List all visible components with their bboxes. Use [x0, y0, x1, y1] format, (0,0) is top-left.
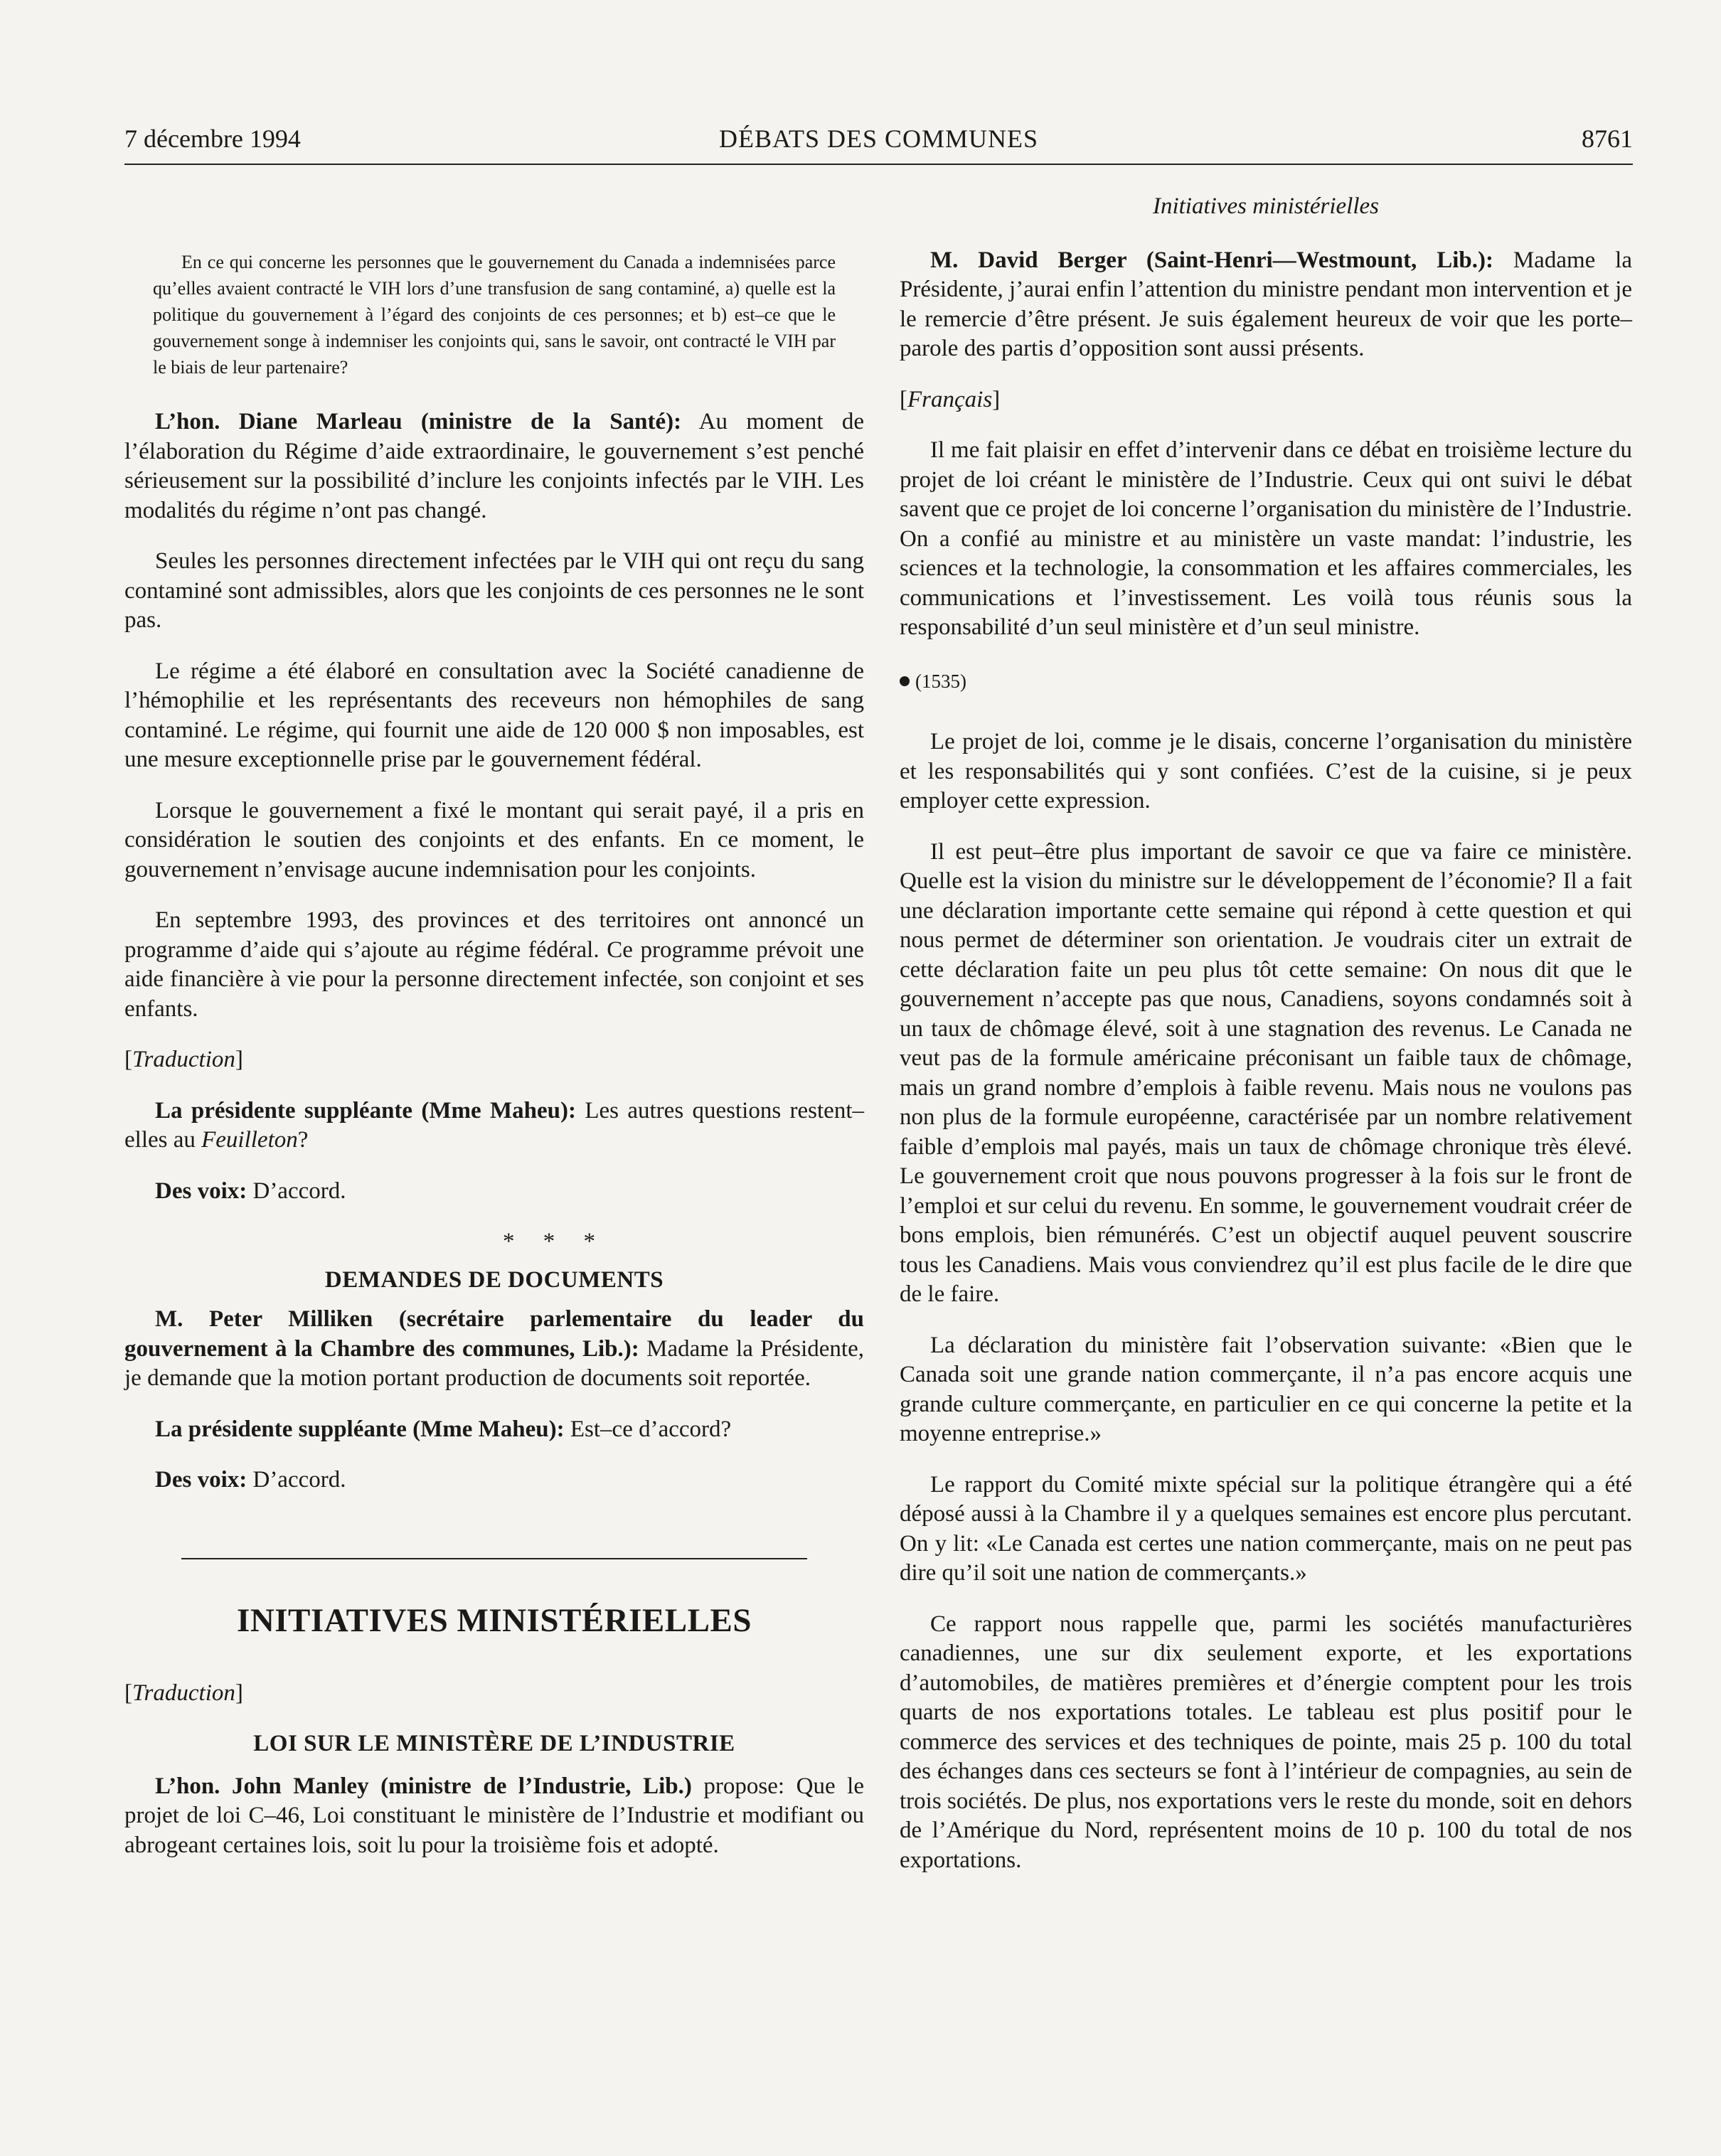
speech-text: Les autres questions restent–elles au [124, 1097, 864, 1153]
speech-text: Madame la Présidente, j’aurai enfin l’attention du ministre pendant mon intervention et je le remercie d’être présent. Je suis également heureux de voir que les porte–parole des partis d’opposition sont aussi présents. [900, 247, 1632, 361]
paragraph-maheu [124, 1096, 864, 1156]
speaker-name: Des voix: [155, 1178, 247, 1204]
translation-label: Traduction [132, 1680, 235, 1706]
written-question: En ce qui concerne les personnes que le gouvernement du Canada a indemnisées parce qu’elles avaient contracté le VIH lors d’une transfusion de sang contaminé, a) quelle est la politique du gouvernement à l’égard des conjoints de ces personnes; et b) est–ce que le gouvernement songe à indemniser les conjoints qui, sans le savoir, ont contracté le VIH par le biais de leur partenaire? [153, 252, 836, 378]
header-page-number: 8761 [1582, 124, 1633, 153]
heading-initiatives: INITIATIVES MINISTÉRIELLES [237, 1601, 752, 1639]
paragraph-milliken [124, 1305, 864, 1394]
section-separator: * * * [503, 1229, 607, 1254]
speech-text: ? [297, 1127, 309, 1153]
speaker-name: La présidente suppléante (Mme Maheu): [155, 1097, 577, 1124]
speaker-name: L’hon. John Manley (ministre de l’Industrie, Lib.) [155, 1773, 692, 1799]
speech-text: D’accord. [247, 1178, 346, 1204]
speech-text: Est–ce d’accord? [564, 1416, 732, 1442]
paragraph-manley [124, 1772, 864, 1861]
paragraph: Le rapport du Comité mixte spécial sur la politique étrangère qui a été déposé aussi à la Chambre il y a quelques semaines est encore plus percutant. On y lit: «Le Canada est certes une nation commerçante, mais on ne peut pas dire qu’il soit une nation de commerçants.» [900, 1471, 1632, 1586]
paragraph: Il est peut–être plus important de savoir ce que va faire ce ministère. Quelle est la vision du ministre sur le développement de l’économie? Il a fait une déclaration importante cette semaine qui répond à cette question et qui nous permet de déterminer son orientation. Je voudrais citer un extrait de cette déclaration faite un peu plus tôt cette semaine: On nous dit que le gouvernement n’accepte pas que nous, Canadiens, soyons condamnés soit à un taux de chômage élevé, soit à une stagnation des revenus. Le Canada ne veut pas de la formule américaine préconisant un faible taux de chômage, mais un grand nombre d’emplois à faible revenu. Mais nous ne voulons pas non plus de la formule européenne, caractérisée par un nombre relativement faible d’emplois mal payés, mais un taux de chômage chronique très élevé. Le gouvernement croit que nous pouvons progresser à la fois sur le front de l’emploi et sur celui du revenu. En somme, le gouvernement voudrait créer de bons emplois, bien rémunérés. C’est un objectif auquel peuvent souscrire tous les Canadiens. Mais vous conviendrez qu’il est plus facile de le dire que de le faire. [900, 838, 1632, 1307]
paragraph: La déclaration du ministère fait l’observation suivante: «Bien que le Canada soit une grande nation commerçante, il n’a pas encore acquis une grande culture commerçante, en particulier en ce qui concerne la petite et la moyenne entreprise.» [900, 1332, 1632, 1446]
header-rule [124, 164, 1633, 165]
translation-note: [Français] [900, 386, 1001, 412]
speaker-name: Des voix: [155, 1467, 247, 1493]
paragraph: Seules les personnes directement infectées par le VIH qui ont reçu du sang contaminé sont admissibles, alors que les conjoints de ces personnes ne le sont pas. [124, 548, 864, 633]
speaker-name: M. Peter Milliken (secrétaire parlementaire du leader du gouvernement à la Chambre des communes, Lib.): [124, 1306, 864, 1362]
timestamp [900, 667, 1632, 697]
running-header [124, 122, 1633, 155]
right-column [900, 192, 1632, 1896]
paragraph: Le régime a été élaboré en consultation avec la Société canadienne de l’hémophilie et les représentants des receveurs non hémophiles de sang contaminé. Le régime, qui fournit une aide de 120 000 $ non imposables, est une mesure exceptionnelle prise par le gouvernement fédéral. [124, 658, 864, 772]
translation-label: Français [907, 386, 993, 412]
heading-documents: DEMANDES DE DOCUMENTS [324, 1266, 664, 1293]
paragraph: Il me fait plaisir en effet d’intervenir dans ce débat en troisième lecture du projet de loi créant le ministère de l’Industrie. Ceux qui ont suivi le débat savent que ce projet de loi concerne l’organisation du ministère de l’Industrie. On a confié au ministre et au ministère un vaste mandat: l’industrie, les sciences et la technologie, la consommation et les affaires commerciales, les communications et l’investissement. Les voilà tous réunis sous la responsabilité d’un seul ministère et d’un seul ministre. [900, 437, 1632, 640]
heading-loi: LOI SUR LE MINISTÈRE DE L’INDUSTRIE [253, 1731, 735, 1756]
speech-text-italic: Feuilleton [201, 1127, 298, 1153]
bullet-icon [900, 676, 910, 686]
paragraph-voices [124, 1177, 864, 1207]
speech-text: propose: Que le projet de loi C–46, Loi constituant le ministère de l’Industrie et modifiant ou abrogeant certaines lois, soit lu pour la troisième fois et adopté. [124, 1773, 864, 1858]
timestamp-text: (1535) [915, 670, 966, 692]
paragraph-berger [900, 246, 1632, 364]
translation-label: Traduction [132, 1047, 235, 1072]
paragraph: En septembre 1993, des provinces et des territoires ont annoncé un programme d’aide qui s’ajoute au régime fédéral. Ce programme prévoit une aide financière à vie pour la personne directement infectée, son conjoint et ses enfants. [124, 907, 864, 1022]
speaker-name: M. David Berger (Saint-Henri—Westmount, Lib.): [930, 247, 1493, 273]
header-date: 7 décembre 1994 [124, 124, 301, 153]
paragraph-voices [124, 1466, 864, 1495]
speech-text: Madame la Présidente, je demande que la motion portant production de documents soit reportée. [124, 1335, 864, 1391]
translation-note: [Traduction] [124, 1047, 243, 1072]
left-column [124, 192, 864, 1882]
paragraph: Le projet de loi, comme je le disais, concerne l’organisation du ministère et les responsabilités qui y sont confiées. C’est de la cuisine, si je peux employer cette expression. [900, 729, 1632, 813]
section-divider [181, 1558, 807, 1559]
speech-text: D’accord. [247, 1467, 346, 1493]
paragraph: Ce rapport nous rappelle que, parmi les sociétés manufacturières canadiennes, une sur dix seulement exporte, et les exportations d’automobiles, de matières premières et d’énergie comptent pour les trois quarts de nos exportations totales. Le tableau est plus positif pour le commerce des services et des techniques de pointe, mais 25 p. 100 du total des échanges dans ces secteurs se font à l’intérieur de compagnies, au sein de trois sociétés. De plus, nos exportations vers le reste du monde, soit en dehors de l’Amérique du Nord, représentent moins de 10 p. 100 du total de nos exportations. [900, 1611, 1632, 1873]
paragraph: Lorsque le gouvernement a fixé le montant qui serait payé, il a pris en considération le soutien des conjoints et des enfants. En ce moment, le gouvernement n’envisage aucune indemnisation pour les conjoints. [124, 797, 864, 882]
paragraph-marleau [124, 407, 864, 525]
speaker-name: La présidente suppléante (Mme Maheu): [155, 1416, 565, 1442]
paragraph-maheu [124, 1415, 864, 1445]
translation-note: [Traduction] [124, 1680, 243, 1706]
section-label: Initiatives ministérielles [1152, 193, 1380, 219]
speaker-name: L’hon. Diane Marleau (ministre de la Santé): [155, 409, 682, 434]
speech-text: Au moment de l’élaboration du Régime d’aide extraordinaire, le gouvernement s’est penché sérieusement sur la possibilité d’inclure les conjoints infectés par le VIH. Les modalités du régime n’ont pas changé. [124, 409, 865, 523]
header-title: DÉBATS DES COMMUNES [718, 124, 1039, 153]
